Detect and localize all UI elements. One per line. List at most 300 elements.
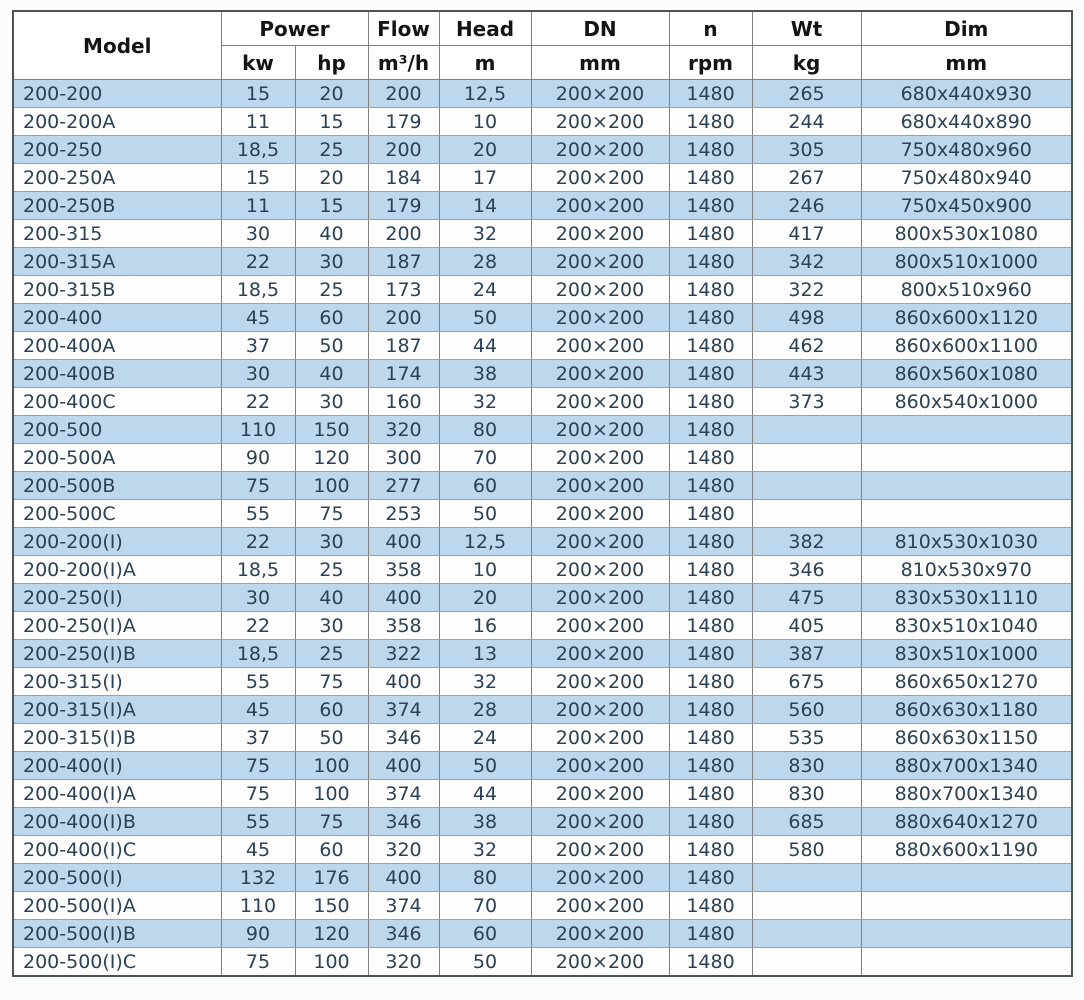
cell-dn: 200×200 [531, 696, 669, 724]
cell-kw: 110 [221, 892, 295, 920]
cell-model: 200-200(I) [13, 528, 221, 556]
cell-hp: 120 [295, 920, 368, 948]
cell-dim: 880x700x1340 [861, 752, 1072, 780]
cell-dn: 200×200 [531, 472, 669, 500]
cell-kw: 30 [221, 360, 295, 388]
cell-dn: 200×200 [531, 276, 669, 304]
header-unit-head: m [439, 46, 531, 80]
table-row [13, 668, 1072, 696]
cell-head: 80 [439, 864, 531, 892]
cell-n: 1480 [669, 668, 752, 696]
cell-dim [861, 892, 1072, 920]
cell-n: 1480 [669, 276, 752, 304]
cell-wt: 322 [752, 276, 861, 304]
cell-hp: 25 [295, 556, 368, 584]
cell-model: 200-250(I)A [13, 612, 221, 640]
cell-model: 200-315B [13, 276, 221, 304]
cell-head: 32 [439, 220, 531, 248]
cell-wt: 305 [752, 136, 861, 164]
table-row [13, 920, 1072, 948]
cell-n: 1480 [669, 920, 752, 948]
cell-wt [752, 864, 861, 892]
cell-head: 32 [439, 388, 531, 416]
cell-dim: 830x530x1110 [861, 584, 1072, 612]
cell-model: 200-400(I)A [13, 780, 221, 808]
cell-n: 1480 [669, 724, 752, 752]
table-row [13, 640, 1072, 668]
cell-kw: 15 [221, 164, 295, 192]
cell-dn: 200×200 [531, 248, 669, 276]
cell-dn: 200×200 [531, 668, 669, 696]
cell-flow: 320 [368, 948, 439, 977]
cell-dim: 830x510x1040 [861, 612, 1072, 640]
cell-n: 1480 [669, 836, 752, 864]
cell-head: 44 [439, 332, 531, 360]
cell-dn: 200×200 [531, 836, 669, 864]
cell-hp: 40 [295, 584, 368, 612]
cell-dn: 200×200 [531, 584, 669, 612]
cell-hp: 40 [295, 360, 368, 388]
cell-head: 70 [439, 892, 531, 920]
cell-hp: 30 [295, 528, 368, 556]
cell-dn: 200×200 [531, 304, 669, 332]
cell-dn: 200×200 [531, 892, 669, 920]
cell-model: 200-315 [13, 220, 221, 248]
cell-model: 200-400(I)B [13, 808, 221, 836]
cell-n: 1480 [669, 80, 752, 108]
cell-model: 200-500C [13, 500, 221, 528]
cell-hp: 25 [295, 136, 368, 164]
cell-model: 200-500(I)B [13, 920, 221, 948]
cell-head: 44 [439, 780, 531, 808]
cell-dim [861, 864, 1072, 892]
cell-dim: 750x480x960 [861, 136, 1072, 164]
table-row [13, 388, 1072, 416]
cell-wt: 346 [752, 556, 861, 584]
cell-hp: 30 [295, 388, 368, 416]
cell-kw: 22 [221, 528, 295, 556]
cell-dim: 860x650x1270 [861, 668, 1072, 696]
cell-dim: 860x630x1180 [861, 696, 1072, 724]
table-row [13, 892, 1072, 920]
cell-dim: 810x530x1030 [861, 528, 1072, 556]
cell-model: 200-315(I) [13, 668, 221, 696]
table-row [13, 276, 1072, 304]
cell-wt [752, 892, 861, 920]
header-unit-kw: kw [221, 46, 295, 80]
cell-kw: 11 [221, 108, 295, 136]
cell-wt: 265 [752, 80, 861, 108]
cell-wt [752, 500, 861, 528]
cell-n: 1480 [669, 108, 752, 136]
cell-wt: 830 [752, 780, 861, 808]
cell-hp: 25 [295, 640, 368, 668]
cell-head: 20 [439, 136, 531, 164]
header-head: Head [439, 11, 531, 46]
cell-kw: 11 [221, 192, 295, 220]
cell-head: 10 [439, 108, 531, 136]
cell-model: 200-500(I) [13, 864, 221, 892]
table-body [13, 80, 1072, 977]
cell-kw: 30 [221, 220, 295, 248]
cell-kw: 22 [221, 612, 295, 640]
cell-kw: 45 [221, 304, 295, 332]
cell-dim [861, 948, 1072, 977]
cell-flow: 400 [368, 528, 439, 556]
cell-kw: 132 [221, 864, 295, 892]
cell-n: 1480 [669, 220, 752, 248]
cell-dim [861, 920, 1072, 948]
cell-head: 28 [439, 696, 531, 724]
cell-head: 24 [439, 276, 531, 304]
cell-kw: 18,5 [221, 556, 295, 584]
cell-n: 1480 [669, 640, 752, 668]
cell-wt: 675 [752, 668, 861, 696]
cell-kw: 37 [221, 724, 295, 752]
cell-head: 32 [439, 668, 531, 696]
cell-wt: 267 [752, 164, 861, 192]
cell-flow: 179 [368, 108, 439, 136]
cell-n: 1480 [669, 444, 752, 472]
cell-hp: 120 [295, 444, 368, 472]
cell-kw: 75 [221, 948, 295, 977]
header-model: Model [13, 11, 221, 80]
pump-spec-table [12, 10, 1073, 977]
header-unit-hp: hp [295, 46, 368, 80]
cell-model: 200-400 [13, 304, 221, 332]
cell-model: 200-400B [13, 360, 221, 388]
table-row [13, 472, 1072, 500]
cell-flow: 200 [368, 80, 439, 108]
cell-dim: 800x530x1080 [861, 220, 1072, 248]
cell-dim: 860x600x1120 [861, 304, 1072, 332]
cell-wt: 830 [752, 752, 861, 780]
cell-dn: 200×200 [531, 948, 669, 977]
cell-n: 1480 [669, 136, 752, 164]
cell-kw: 18,5 [221, 276, 295, 304]
table-row [13, 416, 1072, 444]
cell-kw: 110 [221, 416, 295, 444]
table-row [13, 696, 1072, 724]
cell-wt [752, 920, 861, 948]
cell-kw: 15 [221, 80, 295, 108]
cell-head: 38 [439, 360, 531, 388]
cell-kw: 30 [221, 584, 295, 612]
cell-n: 1480 [669, 808, 752, 836]
header-unit-wt: kg [752, 46, 861, 80]
cell-dim: 800x510x960 [861, 276, 1072, 304]
table-row [13, 220, 1072, 248]
cell-n: 1480 [669, 696, 752, 724]
cell-hp: 50 [295, 332, 368, 360]
cell-dn: 200×200 [531, 388, 669, 416]
cell-dn: 200×200 [531, 500, 669, 528]
cell-wt: 405 [752, 612, 861, 640]
cell-kw: 37 [221, 332, 295, 360]
table-row [13, 780, 1072, 808]
cell-dn: 200×200 [531, 164, 669, 192]
cell-dn: 200×200 [531, 724, 669, 752]
cell-n: 1480 [669, 164, 752, 192]
cell-kw: 90 [221, 444, 295, 472]
cell-dn: 200×200 [531, 360, 669, 388]
cell-n: 1480 [669, 948, 752, 977]
cell-flow: 346 [368, 920, 439, 948]
cell-flow: 184 [368, 164, 439, 192]
cell-head: 24 [439, 724, 531, 752]
cell-wt [752, 444, 861, 472]
cell-dn: 200×200 [531, 444, 669, 472]
table-row [13, 332, 1072, 360]
cell-model: 200-400C [13, 388, 221, 416]
cell-kw: 45 [221, 696, 295, 724]
cell-n: 1480 [669, 248, 752, 276]
cell-flow: 160 [368, 388, 439, 416]
cell-wt: 417 [752, 220, 861, 248]
cell-model: 200-250A [13, 164, 221, 192]
cell-kw: 75 [221, 780, 295, 808]
cell-model: 200-500B [13, 472, 221, 500]
cell-wt [752, 416, 861, 444]
table-row [13, 864, 1072, 892]
cell-dn: 200×200 [531, 864, 669, 892]
cell-hp: 100 [295, 472, 368, 500]
cell-wt: 462 [752, 332, 861, 360]
header-flow: Flow [368, 11, 439, 46]
cell-hp: 30 [295, 612, 368, 640]
cell-wt: 580 [752, 836, 861, 864]
cell-model: 200-250(I)B [13, 640, 221, 668]
table-row [13, 556, 1072, 584]
cell-wt: 382 [752, 528, 861, 556]
cell-model: 200-400A [13, 332, 221, 360]
cell-head: 20 [439, 584, 531, 612]
cell-dn: 200×200 [531, 136, 669, 164]
cell-flow: 174 [368, 360, 439, 388]
cell-head: 70 [439, 444, 531, 472]
cell-wt: 387 [752, 640, 861, 668]
table-row [13, 444, 1072, 472]
cell-dn: 200×200 [531, 808, 669, 836]
cell-wt: 443 [752, 360, 861, 388]
cell-dim: 750x480x940 [861, 164, 1072, 192]
cell-flow: 374 [368, 780, 439, 808]
cell-model: 200-315(I)B [13, 724, 221, 752]
cell-wt: 246 [752, 192, 861, 220]
cell-flow: 253 [368, 500, 439, 528]
header-wt: Wt [752, 11, 861, 46]
cell-n: 1480 [669, 752, 752, 780]
cell-wt [752, 472, 861, 500]
cell-hp: 150 [295, 892, 368, 920]
header-n: n [669, 11, 752, 46]
table-row [13, 752, 1072, 780]
cell-model: 200-250(I) [13, 584, 221, 612]
cell-kw: 90 [221, 920, 295, 948]
cell-dn: 200×200 [531, 920, 669, 948]
header-unit-dim: mm [861, 46, 1072, 80]
header-unit-dn: mm [531, 46, 669, 80]
cell-head: 80 [439, 416, 531, 444]
header-unit-n: rpm [669, 46, 752, 80]
cell-n: 1480 [669, 360, 752, 388]
header-dim: Dim [861, 11, 1072, 46]
cell-flow: 179 [368, 192, 439, 220]
cell-model: 200-250 [13, 136, 221, 164]
cell-model: 200-500A [13, 444, 221, 472]
cell-model: 200-500 [13, 416, 221, 444]
cell-dim [861, 500, 1072, 528]
cell-flow: 300 [368, 444, 439, 472]
cell-head: 60 [439, 920, 531, 948]
cell-kw: 45 [221, 836, 295, 864]
cell-dim: 860x630x1150 [861, 724, 1072, 752]
table-row [13, 948, 1072, 977]
cell-dn: 200×200 [531, 332, 669, 360]
cell-wt: 560 [752, 696, 861, 724]
table-row [13, 136, 1072, 164]
cell-flow: 200 [368, 304, 439, 332]
cell-head: 12,5 [439, 80, 531, 108]
cell-flow: 187 [368, 248, 439, 276]
cell-n: 1480 [669, 192, 752, 220]
cell-head: 10 [439, 556, 531, 584]
table-row [13, 528, 1072, 556]
cell-flow: 400 [368, 668, 439, 696]
cell-dim [861, 444, 1072, 472]
cell-model: 200-250B [13, 192, 221, 220]
cell-dn: 200×200 [531, 80, 669, 108]
cell-head: 50 [439, 304, 531, 332]
cell-flow: 187 [368, 332, 439, 360]
cell-hp: 75 [295, 668, 368, 696]
cell-model: 200-315(I)A [13, 696, 221, 724]
cell-flow: 374 [368, 892, 439, 920]
cell-hp: 20 [295, 164, 368, 192]
cell-wt: 373 [752, 388, 861, 416]
cell-hp: 25 [295, 276, 368, 304]
table-row [13, 164, 1072, 192]
cell-hp: 15 [295, 108, 368, 136]
cell-hp: 30 [295, 248, 368, 276]
cell-flow: 173 [368, 276, 439, 304]
table-row [13, 612, 1072, 640]
cell-model: 200-500(I)C [13, 948, 221, 977]
cell-head: 13 [439, 640, 531, 668]
table-row [13, 360, 1072, 388]
cell-flow: 320 [368, 836, 439, 864]
table-row [13, 304, 1072, 332]
cell-dim: 880x640x1270 [861, 808, 1072, 836]
cell-head: 16 [439, 612, 531, 640]
cell-wt [752, 948, 861, 977]
cell-model: 200-500(I)A [13, 892, 221, 920]
cell-kw: 55 [221, 500, 295, 528]
cell-dn: 200×200 [531, 752, 669, 780]
cell-flow: 400 [368, 584, 439, 612]
table-row [13, 724, 1072, 752]
cell-flow: 400 [368, 752, 439, 780]
cell-hp: 100 [295, 948, 368, 977]
cell-wt: 244 [752, 108, 861, 136]
cell-dim [861, 472, 1072, 500]
cell-dim: 860x540x1000 [861, 388, 1072, 416]
cell-hp: 20 [295, 80, 368, 108]
cell-wt: 535 [752, 724, 861, 752]
cell-flow: 320 [368, 416, 439, 444]
cell-hp: 75 [295, 500, 368, 528]
cell-n: 1480 [669, 864, 752, 892]
cell-hp: 100 [295, 752, 368, 780]
cell-n: 1480 [669, 304, 752, 332]
cell-flow: 200 [368, 136, 439, 164]
cell-wt: 498 [752, 304, 861, 332]
cell-head: 38 [439, 808, 531, 836]
header-unit-flow: m³/h [368, 46, 439, 80]
header-row-labels [13, 11, 1072, 46]
cell-dn: 200×200 [531, 108, 669, 136]
cell-kw: 22 [221, 248, 295, 276]
cell-dim: 680x440x930 [861, 80, 1072, 108]
cell-hp: 60 [295, 836, 368, 864]
cell-n: 1480 [669, 556, 752, 584]
cell-dim: 860x600x1100 [861, 332, 1072, 360]
cell-flow: 322 [368, 640, 439, 668]
cell-model: 200-400(I) [13, 752, 221, 780]
cell-head: 12,5 [439, 528, 531, 556]
cell-head: 14 [439, 192, 531, 220]
cell-dim: 810x530x970 [861, 556, 1072, 584]
cell-dn: 200×200 [531, 528, 669, 556]
cell-kw: 55 [221, 808, 295, 836]
cell-kw: 22 [221, 388, 295, 416]
cell-flow: 200 [368, 220, 439, 248]
cell-head: 17 [439, 164, 531, 192]
cell-hp: 50 [295, 724, 368, 752]
cell-kw: 18,5 [221, 640, 295, 668]
cell-n: 1480 [669, 500, 752, 528]
table-row [13, 836, 1072, 864]
cell-flow: 400 [368, 864, 439, 892]
cell-hp: 75 [295, 808, 368, 836]
cell-dim: 680x440x890 [861, 108, 1072, 136]
cell-flow: 358 [368, 556, 439, 584]
cell-dn: 200×200 [531, 192, 669, 220]
table-row [13, 500, 1072, 528]
cell-kw: 55 [221, 668, 295, 696]
cell-n: 1480 [669, 528, 752, 556]
cell-model: 200-200(I)A [13, 556, 221, 584]
cell-n: 1480 [669, 780, 752, 808]
cell-flow: 358 [368, 612, 439, 640]
cell-head: 50 [439, 948, 531, 977]
cell-model: 200-315A [13, 248, 221, 276]
cell-dim: 750x450x900 [861, 192, 1072, 220]
cell-n: 1480 [669, 892, 752, 920]
cell-dim: 880x700x1340 [861, 780, 1072, 808]
table-row [13, 584, 1072, 612]
cell-flow: 346 [368, 808, 439, 836]
cell-head: 60 [439, 472, 531, 500]
cell-wt: 475 [752, 584, 861, 612]
cell-n: 1480 [669, 612, 752, 640]
cell-hp: 60 [295, 696, 368, 724]
cell-wt: 685 [752, 808, 861, 836]
table-row [13, 808, 1072, 836]
cell-hp: 60 [295, 304, 368, 332]
cell-kw: 75 [221, 752, 295, 780]
cell-hp: 150 [295, 416, 368, 444]
